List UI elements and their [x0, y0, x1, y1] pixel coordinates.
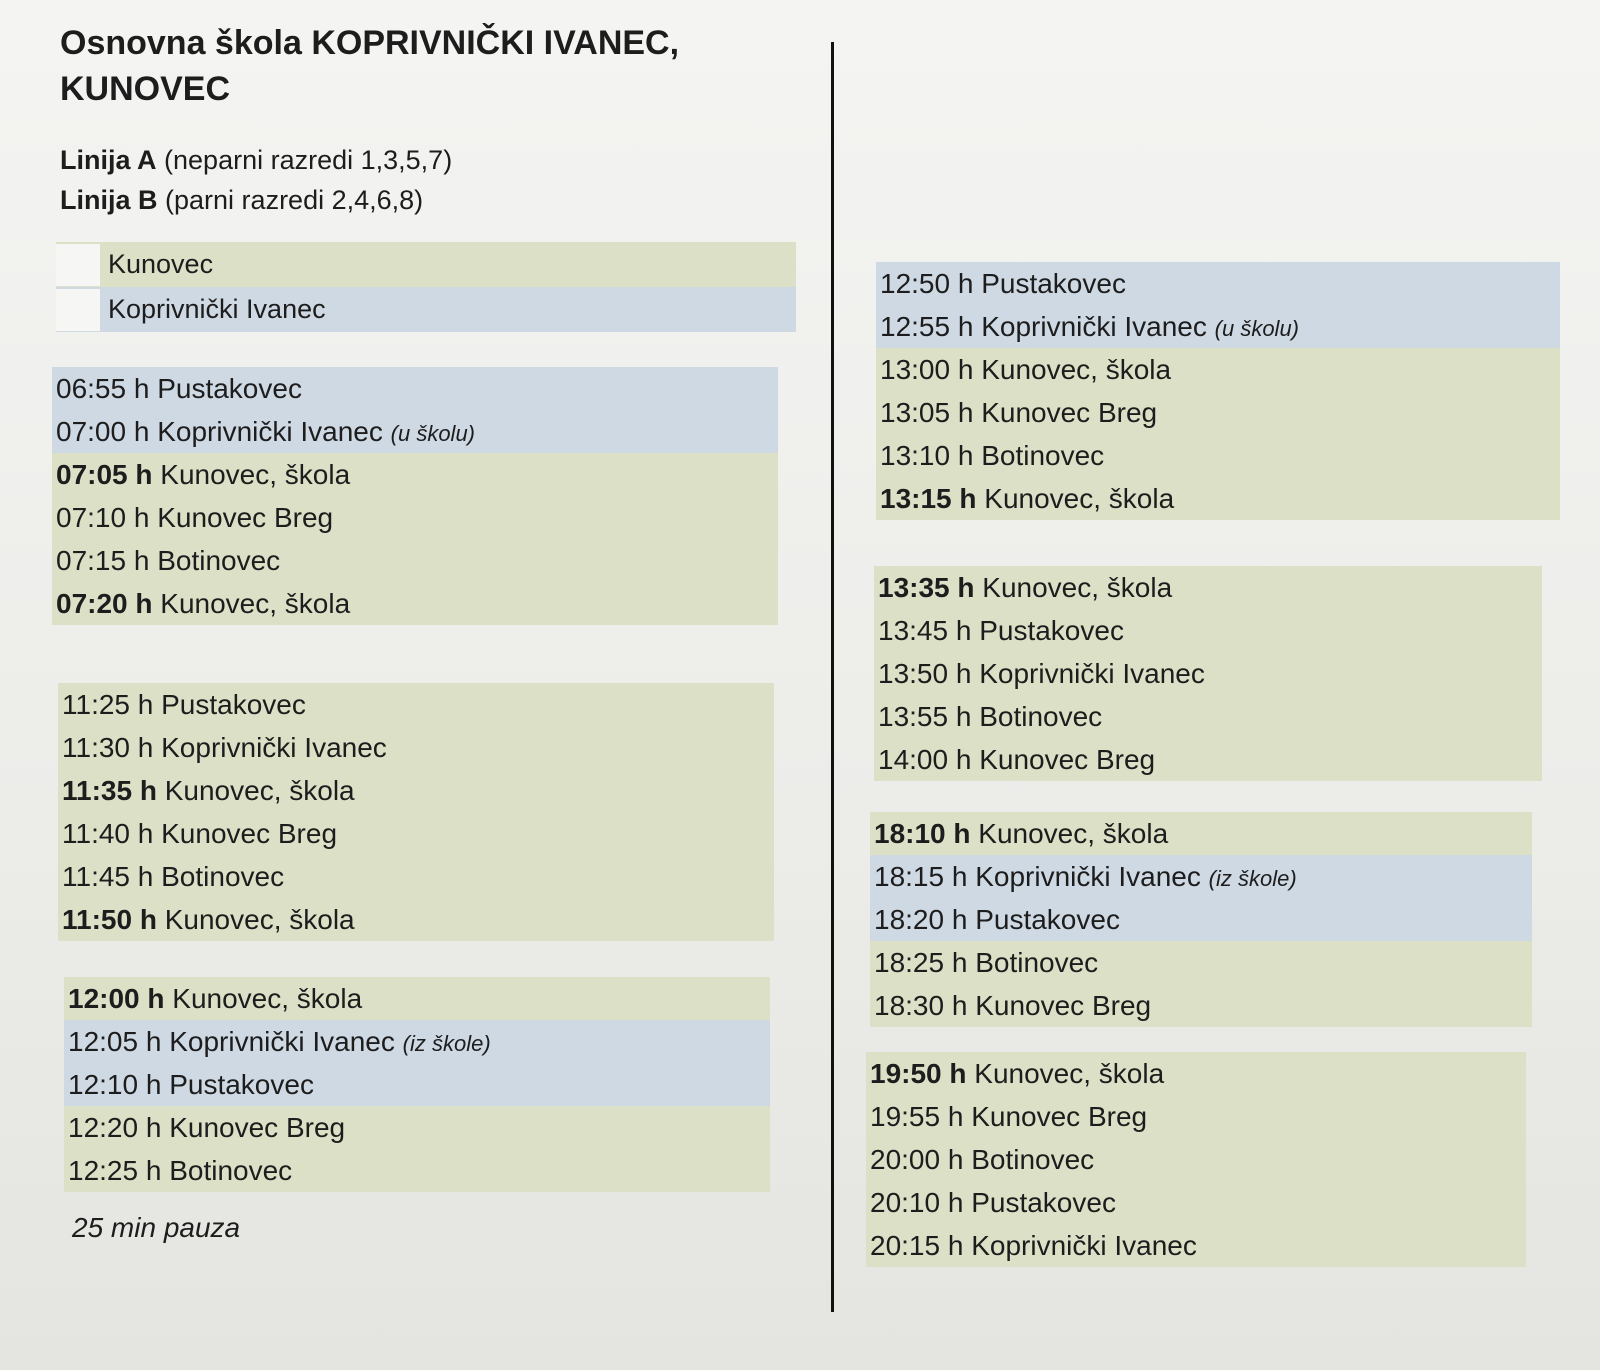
stop-name: Botinovec [975, 947, 1099, 978]
departure-time: 07:15 h [56, 545, 150, 576]
departure-time: 11:45 h [62, 861, 154, 892]
schedule-row [52, 582, 778, 625]
title-line-1: Osnovna škola KOPRIVNIČKI IVANEC, [60, 24, 680, 62]
stop-name: Botinovec [979, 701, 1103, 732]
departure-time: 20:10 h [870, 1187, 964, 1218]
stop-name: Pustakovec [161, 689, 306, 720]
departure-time: 13:55 h [878, 701, 972, 732]
stop-name: Kunovec Breg [157, 502, 334, 533]
schedule-row [64, 977, 770, 1020]
stop-name: Kunovec, škola [172, 983, 363, 1014]
line-b-note: (parni razredi 2,4,6,8) [165, 185, 424, 215]
schedule-row [866, 1095, 1526, 1138]
schedule-row [874, 566, 1542, 609]
departure-time: 11:30 h [62, 732, 154, 763]
schedule-row [876, 477, 1560, 520]
schedule-row [876, 305, 1560, 348]
schedule-row [52, 496, 778, 539]
schedule-row [58, 683, 774, 726]
departure-time: 19:50 h [870, 1058, 967, 1089]
schedule-row [58, 898, 774, 941]
line-descriptions [60, 140, 452, 220]
departure-time: 13:50 h [878, 658, 972, 689]
stop-name: Pustakovec [975, 904, 1120, 935]
departure-time: 19:55 h [870, 1101, 964, 1132]
color-legend [56, 242, 796, 332]
stop-name: Kunovec, škola [981, 354, 1172, 385]
legend-item-koprivnicki-ivanec [56, 287, 796, 332]
schedule-row [876, 262, 1560, 305]
schedule-row [52, 453, 778, 496]
schedule-row [874, 695, 1542, 738]
legend-swatch [56, 244, 100, 286]
stop-name: Kunovec Breg [169, 1112, 346, 1143]
schedule-block [870, 812, 1532, 1027]
stop-name: Kunovec Breg [979, 744, 1156, 775]
stop-name: Pustakovec [971, 1187, 1116, 1218]
stop-name: Koprivnički Ivanec [981, 311, 1207, 342]
schedule-row [870, 984, 1532, 1027]
departure-time: 18:15 h [874, 861, 968, 892]
departure-time: 12:55 h [880, 311, 974, 342]
schedule-block [866, 1052, 1526, 1267]
legend-label: Koprivnički Ivanec [108, 294, 326, 324]
stop-name: Kunovec, škola [160, 588, 351, 619]
stop-name: Koprivnički Ivanec [971, 1230, 1197, 1261]
line-a [60, 140, 452, 180]
schedule-row [58, 726, 774, 769]
stop-name: Botinovec [981, 440, 1105, 471]
stop-note: (iz škole) [1208, 866, 1297, 891]
page-title [60, 20, 820, 112]
schedule-row [876, 348, 1560, 391]
line-b-label: Linija B [60, 185, 158, 215]
line-b [60, 180, 452, 220]
stop-name: Kunovec, škola [984, 483, 1175, 514]
departure-time: 12:10 h [68, 1069, 162, 1100]
departure-time: 14:00 h [878, 744, 972, 775]
stop-name: Kunovec, škola [974, 1058, 1165, 1089]
stop-name: Kunovec Breg [971, 1101, 1148, 1132]
departure-time: 07:20 h [56, 588, 153, 619]
departure-time: 20:00 h [870, 1144, 964, 1175]
stop-name: Koprivnički Ivanec [161, 732, 387, 763]
stop-note: (u školu) [1214, 316, 1299, 341]
stop-name: Kunovec Breg [975, 990, 1152, 1021]
schedule-row [874, 609, 1542, 652]
departure-time: 12:50 h [880, 268, 974, 299]
departure-time: 13:15 h [880, 483, 977, 514]
schedule-row [64, 1063, 770, 1106]
departure-time: 07:00 h [56, 416, 150, 447]
schedule-row [52, 410, 778, 453]
departure-time: 18:25 h [874, 947, 968, 978]
stop-name: Kunovec, škola [160, 459, 351, 490]
schedule-row [870, 898, 1532, 941]
schedule-row [866, 1138, 1526, 1181]
schedule-row [52, 367, 778, 410]
stop-name: Pustakovec [979, 615, 1124, 646]
schedule-block [58, 683, 774, 941]
departure-time: 13:10 h [880, 440, 974, 471]
stop-name: Botinovec [157, 545, 281, 576]
departure-time: 20:15 h [870, 1230, 964, 1261]
departure-time: 18:20 h [874, 904, 968, 935]
stop-note: (iz škole) [402, 1031, 491, 1056]
schedule-row [870, 812, 1532, 855]
schedule-row [874, 738, 1542, 781]
stop-name: Botinovec [169, 1155, 293, 1186]
departure-time: 07:10 h [56, 502, 150, 533]
stop-name: Koprivnički Ivanec [157, 416, 383, 447]
departure-time: 18:10 h [874, 818, 971, 849]
stop-name: Pustakovec [157, 373, 302, 404]
title-line-2: KUNOVEC [60, 70, 231, 108]
stop-name: Kunovec Breg [161, 818, 338, 849]
legend-label: Kunovec [108, 249, 214, 279]
pause-note: 25 min pauza [72, 1212, 241, 1243]
departure-time: 11:50 h [62, 904, 157, 935]
departure-time: 06:55 h [56, 373, 150, 404]
stop-note: (u školu) [390, 421, 475, 446]
departure-time: 13:45 h [878, 615, 972, 646]
departure-time: 12:20 h [68, 1112, 162, 1143]
departure-time: 12:05 h [68, 1026, 162, 1057]
departure-time: 13:00 h [880, 354, 974, 385]
schedule-row [64, 1106, 770, 1149]
legend-swatch [56, 289, 100, 331]
departure-time: 13:05 h [880, 397, 974, 428]
schedule-row [874, 652, 1542, 695]
schedule-block [876, 262, 1560, 520]
stop-name: Kunovec, škola [982, 572, 1173, 603]
schedule-row [58, 812, 774, 855]
schedule-row [866, 1181, 1526, 1224]
schedule-row [58, 855, 774, 898]
departure-time: 11:25 h [62, 689, 154, 720]
schedule-row [64, 1020, 770, 1063]
stop-name: Kunovec, škola [978, 818, 1169, 849]
schedule-row [870, 855, 1532, 898]
stop-name: Koprivnički Ivanec [979, 658, 1205, 689]
departure-time: 11:35 h [62, 775, 157, 806]
schedule-row [866, 1224, 1526, 1267]
stop-name: Koprivnički Ivanec [975, 861, 1201, 892]
stop-name: Kunovec, škola [164, 775, 355, 806]
schedule-block [52, 367, 778, 625]
line-a-label: Linija A [60, 145, 157, 175]
column-divider [831, 42, 834, 1312]
departure-time: 11:40 h [62, 818, 154, 849]
schedule-row [866, 1052, 1526, 1095]
departure-time: 12:25 h [68, 1155, 162, 1186]
departure-time: 12:00 h [68, 983, 165, 1014]
stop-name: Pustakovec [981, 268, 1126, 299]
schedule-block [874, 566, 1542, 781]
departure-time: 07:05 h [56, 459, 153, 490]
stop-name: Pustakovec [169, 1069, 314, 1100]
schedule-row [876, 434, 1560, 477]
schedule-row [870, 941, 1532, 984]
stop-name: Kunovec Breg [981, 397, 1158, 428]
stop-name: Koprivnički Ivanec [169, 1026, 395, 1057]
legend-item-kunovec [56, 242, 796, 287]
stop-name: Botinovec [161, 861, 285, 892]
schedule-row [52, 539, 778, 582]
line-a-note: (neparni razredi 1,3,5,7) [164, 145, 453, 175]
schedule-row [58, 769, 774, 812]
schedule-block [64, 977, 770, 1192]
departure-time: 18:30 h [874, 990, 968, 1021]
stop-name: Kunovec, škola [164, 904, 355, 935]
stop-name: Botinovec [971, 1144, 1095, 1175]
schedule-row [876, 391, 1560, 434]
departure-time: 13:35 h [878, 572, 975, 603]
schedule-row [64, 1149, 770, 1192]
